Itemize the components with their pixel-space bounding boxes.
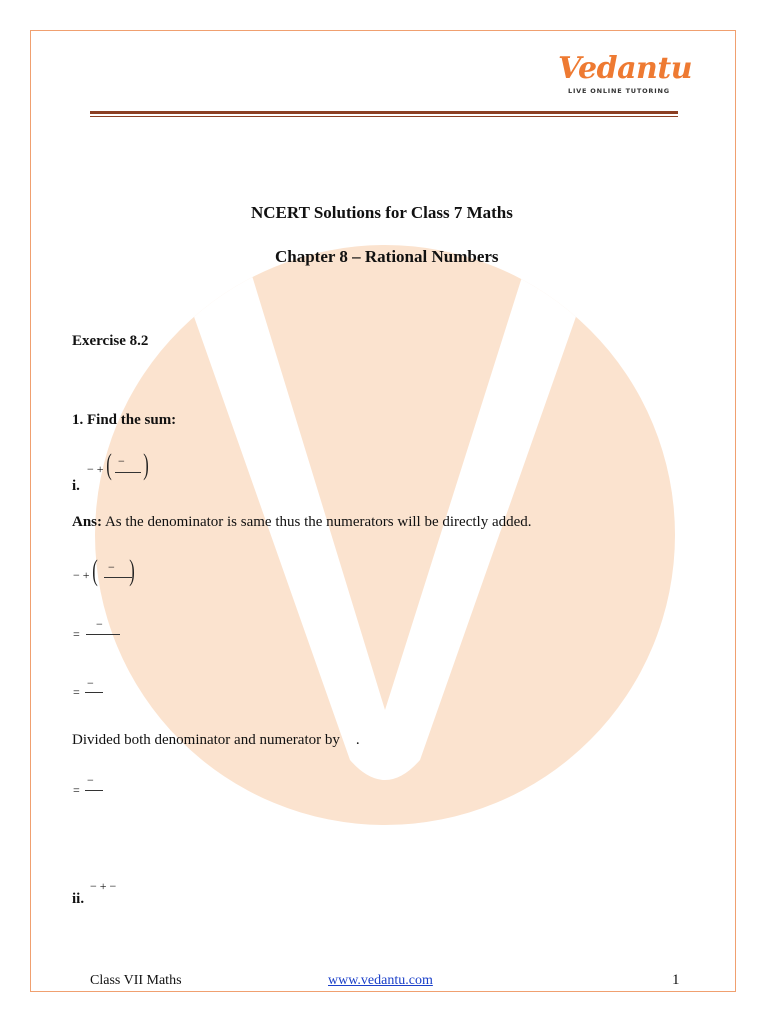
math-minus: − [108,560,115,574]
math-minus: − [87,773,94,787]
math-minus-plus: − + [73,568,90,582]
exercise-heading: Exercise 8.2 [72,333,149,349]
chapter-title: Chapter 8 – Rational Numbers [275,247,499,266]
header-rule-thick [90,111,678,114]
part-ii-label: ii. [72,891,85,907]
paren-close: ) [143,448,149,481]
page-title: NCERT Solutions for Class 7 Maths [251,203,513,222]
fraction-bar [104,577,132,578]
divided-line [72,732,360,749]
header-rule-thin [90,116,678,117]
part-i-label: i. [72,478,80,494]
fraction-bar [86,634,120,635]
footer-class-label: Class VII Maths [90,973,182,988]
paren-open: ( [106,448,112,481]
math-minus-plus: − + [87,462,104,476]
vedantu-logo[interactable] [558,51,693,100]
fraction-bar [85,790,103,791]
paren-open: ( [92,554,98,587]
divided-text: Divided both denominator and numerator by [72,732,340,748]
question-heading: 1. Find the sum: [72,412,177,428]
math-equals: = [73,685,80,699]
math-equals: = [73,627,80,641]
math-equals: = [73,783,80,797]
math-minus: − [96,617,103,631]
answer-label: Ans: [72,514,103,530]
answer-line [72,514,532,531]
math-minus: − [118,454,125,468]
answer-text: As the denominator is same thus the numerators will be directly added. [104,514,532,530]
fraction-bar [115,472,141,473]
footer-website-link[interactable]: www.vedantu.com [328,973,433,988]
fraction-bar [85,692,103,693]
logo-tagline: LIVE ONLINE TUTORING [568,87,670,95]
part-ii-expression: − + − [90,879,117,893]
paren-close: ) [129,554,135,587]
divided-period: . [355,732,360,748]
logo-wordmark: Vedantu [558,51,693,86]
math-minus: − [87,676,94,690]
footer-page-number: 1 [672,972,680,988]
